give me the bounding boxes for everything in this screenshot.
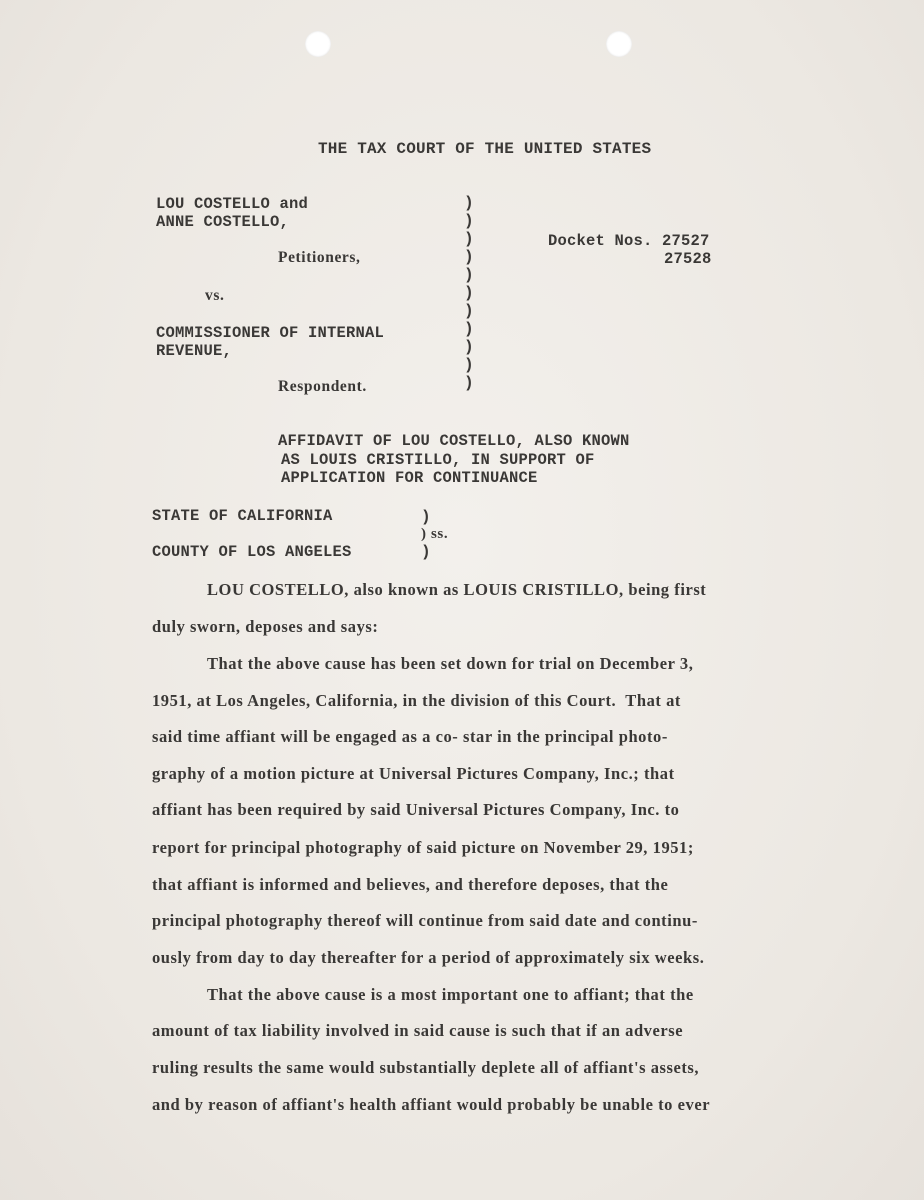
body-line: and by reason of affiant's health affiant would probably be unable to ever [152, 1095, 711, 1114]
affidavit-title-line-1: AFFIDAVIT OF LOU COSTELLO, ALSO KNOWN [278, 432, 630, 450]
caption-bracket: ) ) ) ) ) ) ) ) ) ) ) [464, 194, 474, 392]
venue-bracket-top: ) [421, 508, 431, 526]
body-line: That the above cause has been set down for trial on December 3, [207, 654, 694, 673]
body-line: report for principal photography of said picture on November 29, 1951; [152, 838, 694, 857]
affidavit-title-line-3: APPLICATION FOR CONTINUANCE [281, 469, 538, 487]
affidavit-title-line-2: AS LOUIS CRISTILLO, IN SUPPORT OF [281, 451, 595, 469]
docket-numbers: Docket Nos. 27527 [548, 232, 710, 250]
respondent-name-2: REVENUE, [156, 342, 233, 360]
body-line: that affiant is informed and believes, and therefore deposes, that the [152, 875, 669, 894]
respondent-name-1: COMMISSIONER OF INTERNAL [156, 324, 385, 342]
petitioner-name-2: ANNE COSTELLO, [156, 213, 290, 231]
venue-state: STATE OF CALIFORNIA [152, 507, 333, 525]
body-line: That the above cause is a most important one to affiant; that the [207, 985, 694, 1004]
punch-hole-left [305, 31, 331, 57]
docket-number-second: 27528 [664, 250, 712, 268]
body-line: affiant has been required by said Universal Pictures Company, Inc. to [152, 800, 680, 819]
body-line: amount of tax liability involved in said cause is such that if an adverse [152, 1021, 684, 1040]
venue-bracket-bottom: ) [421, 543, 431, 561]
body-line: ruling results the same would substantially deplete all of affiant's assets, [152, 1058, 700, 1077]
versus-label: vs. [205, 287, 225, 304]
body-line: principal photography thereof will continue from said date and continu- [152, 911, 698, 930]
petitioners-label: Petitioners, [278, 249, 361, 266]
body-line: said time affiant will be engaged as a co- star in the principal photo- [152, 727, 668, 746]
body-line: LOU COSTELLO, also known as LOUIS CRISTILLO, being first [207, 580, 707, 599]
body-line: ously from day to day thereafter for a period of approximately six weeks. [152, 948, 705, 967]
body-line: graphy of a motion picture at Universal Pictures Company, Inc.; that [152, 764, 675, 783]
venue-ss: ) ss. [421, 526, 449, 542]
body-line: duly sworn, deposes and says: [152, 617, 379, 636]
petitioner-name-1: LOU COSTELLO and [156, 195, 309, 213]
court-title: THE TAX COURT OF THE UNITED STATES [318, 140, 652, 158]
punch-hole-right [606, 31, 632, 57]
venue-county: COUNTY OF LOS ANGELES [152, 543, 352, 561]
body-line: 1951, at Los Angeles, California, in the division of this Court. That at [152, 691, 681, 710]
respondent-label: Respondent. [278, 378, 367, 395]
